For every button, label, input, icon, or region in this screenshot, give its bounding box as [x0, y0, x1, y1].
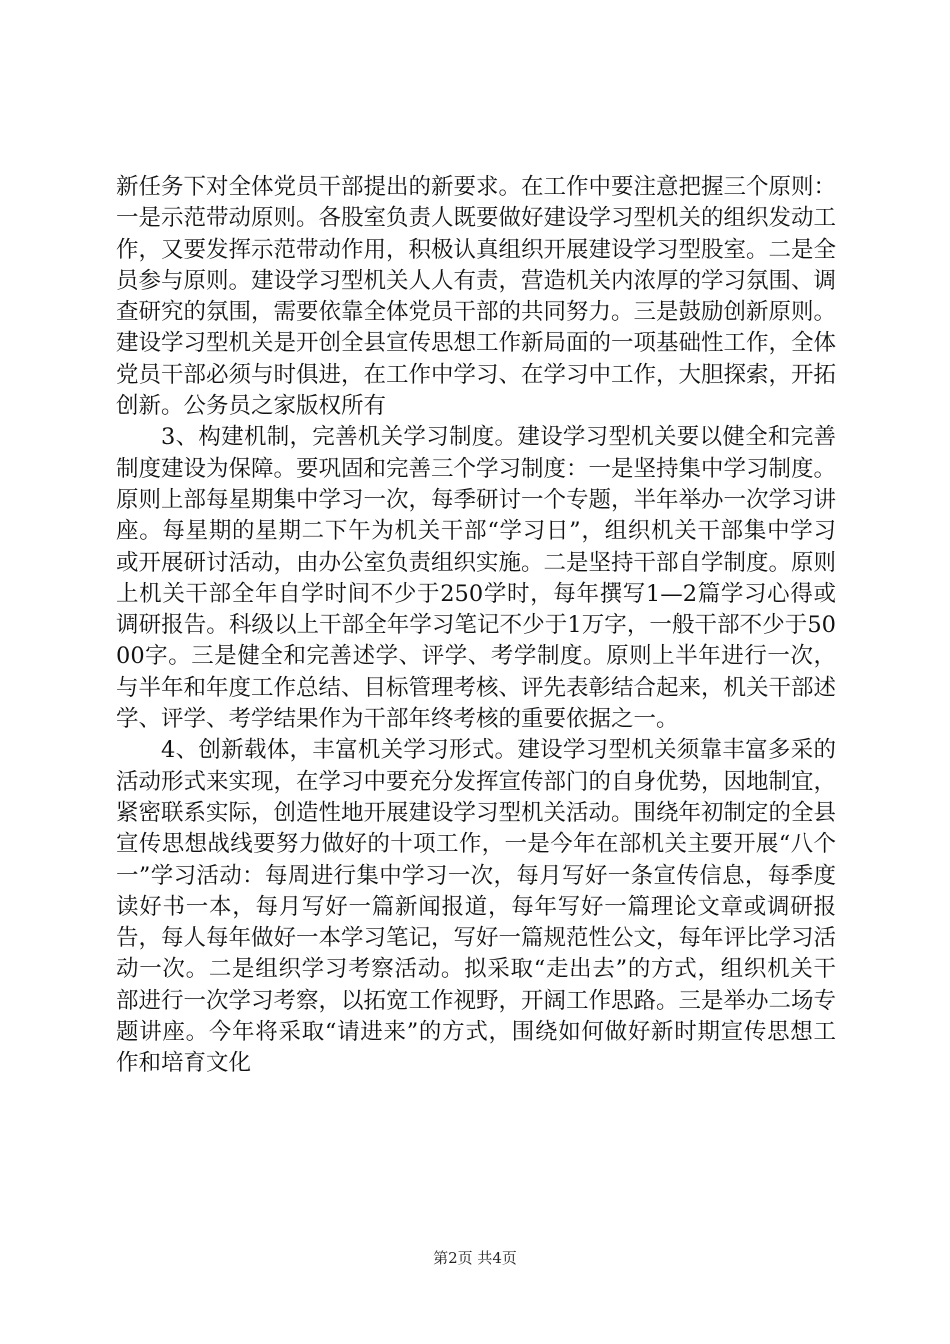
page-number-footer: 第2页 共4页 — [433, 1249, 517, 1267]
paragraph-continuation: 新任务下对全体党员干部提出的新要求。在工作中要注意把握三个原则：一是示范带动原则。各股室负责人既要做好建设学习型机关的组织发动工作，又要发挥示范带动作用，积极认真组织开展建设学习型股室。二是全员参与原则。建设学习型机关人人有责，营造机关内浓厚的学习氛围、调查研究的氛围，需要依靠全体党员干部的共同努力。三是鼓励创新原则。建设学习型机关是开创全县宣传思想工作新局面的一项基础性工作，全体党员干部必须与时俱进，在工作中学习、在学习中工作，大胆探索，开拓创新。公务员之家版权所有 — [116, 174, 837, 420]
document-body — [116, 172, 836, 1080]
paragraph-section-3: 3、构建机制，完善机关学习制度。建设学习型机关要以健全和完善制度建设为保障。要巩固和完善三个学习制度：一是坚持集中学习制度。原则上部每星期集中学习一次，每季研讨一个专题，半年举办一次学习讲座。每星期的星期二下午为机关干部“学习日”，组织机关干部集中学习或开展研讨活动，由办公室负责组织实施。二是坚持干部自学制度。原则上机关干部全年自学时间不少于250学时，每年撰写1—2篇学习心得或调研报告。科级以上干部全年学习笔记不少于1万字，一般干部不少于5000字。三是健全和完善述学、评学、考学制度。原则上半年进行一次，与半年和年度工作总结、目标管理考核、评先表彰结合起来，机关干部述学、评学、考学结果作为干部年终考核的重要依据之一。 — [116, 424, 837, 733]
paragraph-section-4: 4、创新载体，丰富机关学习形式。建设学习型机关须靠丰富多采的活动形式来实现，在学习中要充分发挥宣传部门的自身优势，因地制宜，紧密联系实际，创造性地开展建设学习型机关活动。围绕年初制定的全县宣传思想战线要努力做好的十项工作，一是今年在部机关主要开展“八个一”学习活动：每周进行集中学习一次，每月写好一条宣传信息，每季度读好书一本，每月写好一篇新闻报道，每年写好一篇理论文章或调研报告，每人每年做好一本学习笔记，写好一篇规范性公文，每年评比学习活动一次。二是组织学习考察活动。拟采取“走出去”的方式，组织机关干部进行一次学习考察，以拓宽工作视野，开阔工作思路。三是举办二场专题讲座。今年将采取“请进来”的方式，围绕如何做好新时期宣传思想工作和培育文化 — [116, 737, 837, 1077]
